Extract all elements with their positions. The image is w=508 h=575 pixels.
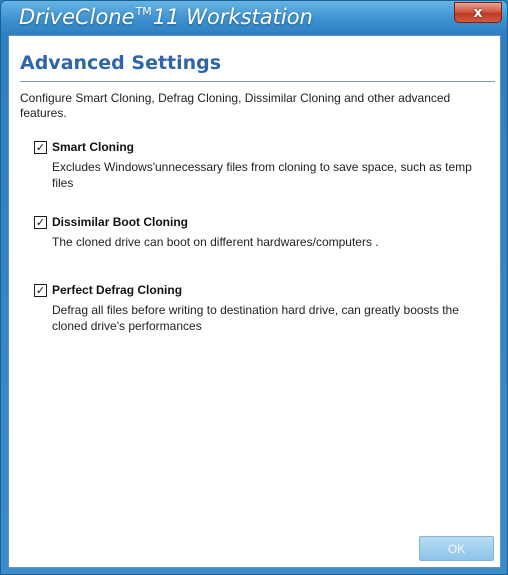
close-button[interactable]: [454, 2, 502, 23]
option-dissimilar-boot-cloning: [34, 215, 484, 250]
trademark-mark: TM: [135, 5, 152, 18]
option-title[interactable]: Perfect Defrag Cloning: [52, 283, 183, 297]
perfect-defrag-cloning-checkbox[interactable]: ✓: [35, 284, 46, 297]
title-bar[interactable]: [1, 1, 507, 35]
ok-button[interactable]: OK: [419, 536, 494, 561]
close-icon: x: [473, 4, 483, 21]
option-smart-cloning: [34, 140, 484, 191]
content-panel: [8, 35, 501, 568]
intro-text: Configure Smart Cloning, Defrag Cloning, Dissimilar Cloning and other advanced features.: [20, 91, 451, 120]
heading-divider: [20, 81, 495, 82]
option-perfect-defrag-cloning: [34, 283, 484, 334]
option-description: Defrag all files before writing to destination hard drive, can greatly boosts the cloned drive's performances: [52, 303, 459, 333]
window-title: [19, 5, 313, 29]
app-name: DriveClone: [19, 5, 135, 29]
option-description: The cloned drive can boot on different hardwares/computers .: [52, 235, 379, 249]
option-title[interactable]: Smart Cloning: [52, 140, 135, 154]
option-description: Excludes Windows'unnecessary files from cloning to save space, such as temp files: [52, 160, 472, 190]
smart-cloning-checkbox[interactable]: ✓: [35, 141, 46, 154]
app-edition: 11 Workstation: [152, 5, 313, 29]
page-title: Advanced Settings: [20, 52, 222, 74]
option-title[interactable]: Dissimilar Boot Cloning: [52, 215, 189, 229]
dissimilar-boot-cloning-checkbox[interactable]: ✓: [35, 216, 46, 229]
